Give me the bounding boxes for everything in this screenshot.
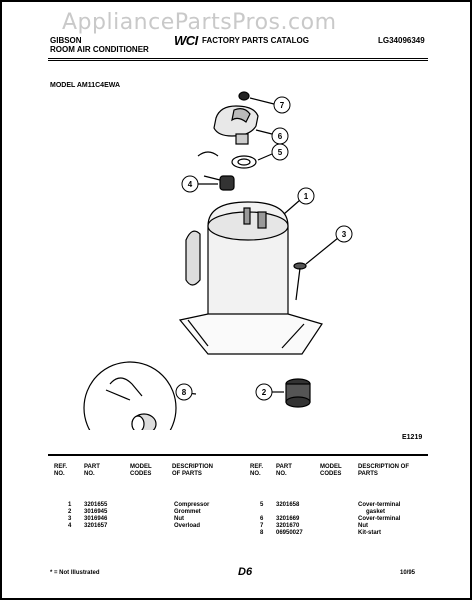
parts-table: [48, 454, 428, 572]
part-7-nut-drawing: [239, 92, 249, 100]
part-2-grommet-drawing: [286, 379, 310, 407]
row-ref: 6: [260, 516, 264, 522]
row-desc: Nut: [358, 523, 368, 529]
page-number: D6: [238, 566, 253, 578]
callout-4: [182, 176, 198, 192]
row-ref: 2: [68, 509, 72, 515]
catalog-number: LG34096349: [378, 36, 425, 45]
row-ref: 7: [260, 523, 264, 529]
callout-7: [274, 97, 290, 113]
header-ref: REF. NO.: [54, 464, 68, 477]
callout-6: [272, 128, 288, 144]
row-desc: Cover-terminal: [358, 516, 401, 522]
svg-text:8: 8: [181, 388, 187, 397]
part-8-start-kit-drawing: [84, 362, 176, 430]
part-6-terminal-cover-drawing: [214, 106, 258, 144]
row-desc: Overload: [174, 523, 201, 529]
header-ref-right: REF. NO.: [250, 464, 264, 477]
catalog-title: FACTORY PARTS CATALOG: [202, 36, 309, 45]
header-part: PART NO.: [84, 464, 100, 477]
row-part: 3016946: [84, 516, 108, 522]
svg-text:1: 1: [303, 192, 309, 201]
part-1-compressor-drawing: [180, 202, 322, 354]
part-5-gasket-drawing: [198, 152, 256, 168]
row-part: 3016945: [84, 509, 108, 515]
row-ref: 8: [260, 530, 264, 536]
callout-3: [336, 226, 352, 242]
callout-5: [272, 144, 288, 160]
row-part: 3201669: [276, 516, 300, 522]
row-ref: 1: [68, 502, 72, 508]
callout-2: [256, 384, 272, 400]
part-4-overload-drawing: [204, 176, 234, 190]
part-3-nut-drawing: [294, 263, 306, 300]
svg-text:5: 5: [277, 148, 283, 157]
svg-text:6: 6: [277, 132, 283, 141]
row-ref: 3: [68, 516, 72, 522]
row-desc: Kit-start: [358, 530, 382, 536]
svg-text:4: 4: [187, 180, 193, 189]
svg-text:3: 3: [341, 230, 347, 239]
svg-text:2: 2: [261, 388, 267, 397]
diagram-code: E1219: [402, 434, 423, 441]
row-desc: Cover-terminal: [358, 502, 401, 508]
brand-name: GIBSON: [50, 36, 82, 45]
row-ref: 4: [68, 523, 72, 529]
product-type: ROOM AIR CONDITIONER: [50, 45, 149, 54]
row-desc: gasket: [366, 509, 386, 515]
row-part: 3201655: [84, 502, 108, 508]
header-rule-2: [48, 60, 428, 61]
header-model-codes: MODEL CODES: [130, 464, 152, 477]
header-rule: [48, 58, 428, 59]
brand-block: [50, 36, 149, 54]
model-label: MODEL AM11C4EWA: [50, 82, 121, 89]
header-description-right: DESCRIPTION OF PARTS: [358, 464, 410, 477]
footnote: * = Not Illustrated: [50, 570, 100, 576]
row-desc: Grommet: [174, 509, 201, 515]
callout-1: [298, 188, 314, 204]
exploded-diagram: [48, 90, 428, 430]
header-part-right: PART NO.: [276, 464, 292, 477]
row-desc: Nut: [174, 516, 184, 522]
row-desc: Compressor: [174, 502, 210, 508]
row-part: 3201658: [276, 502, 300, 508]
header-model-codes-right: MODEL CODES: [320, 464, 342, 477]
callout-8: [176, 384, 192, 400]
wci-logo: WCI: [174, 33, 198, 48]
row-part: 06950027: [276, 530, 303, 536]
row-part: 3201657: [84, 523, 108, 529]
date-code: 10/95: [400, 570, 416, 576]
svg-text:7: 7: [279, 101, 285, 110]
row-part: 3201670: [276, 523, 300, 529]
header-description: DESCRIPTION OF PARTS: [172, 464, 214, 477]
row-ref: 5: [260, 502, 264, 508]
watermark: AppliancePartsPros.com: [62, 10, 337, 35]
